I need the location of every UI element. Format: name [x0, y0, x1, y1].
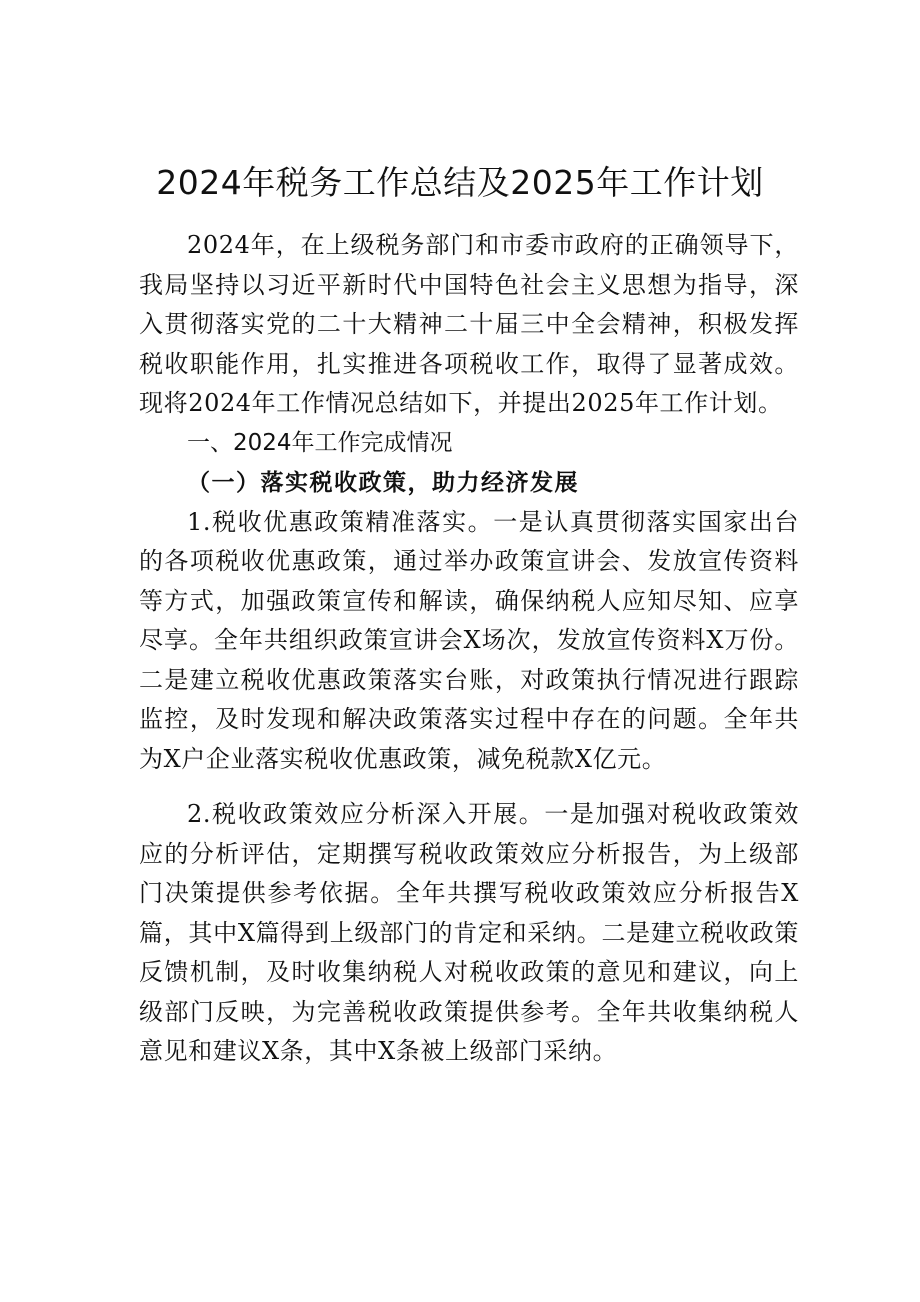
item-1-paragraph: 1.税收优惠政策精准落实。一是认真贯彻落实国家出台的各项税收优惠政策，通过举办政策宣讲会、发放宣传资料等方式，加强政策宣传和解读，确保纳税人应知尽知、应享尽享。全年共组织政策宣讲会X场次，发放宣传资料X万份。二是建立税收优惠政策落实台账，对政策执行情况进行跟踪监控，及时发现和解决政策落实过程中存在的问题。全年共为X户企业落实税收优惠政策，减免税款X亿元。 — [139, 507, 799, 773]
item-2-paragraph: 2.税收政策效应分析深入开展。一是加强对税收政策效应的分析评估，定期撰写税收政策效应分析报告，为上级部门决策提供参考依据。全年共撰写税收政策效应分析报告X篇，其中X篇得到上级部门的肯定和采纳。二是建立税收政策反馈机制，及时收集纳税人对税收政策的意见和建议，向上级部门反映，为完善税收政策提供参考。全年共收集纳税人意见和建议X条，其中X条被上级部门采纳。 — [139, 800, 799, 1065]
document-title: 2024年税务工作总结及2025年工作计划 — [156, 163, 764, 202]
section-heading: 一、2024年工作完成情况 — [187, 429, 453, 456]
paragraph-gap — [139, 779, 799, 795]
intro-paragraph: 2024年，在上级税务部门和市委市政府的正确领导下，我局坚持以习近平新时代中国特色社会主义思想为指导，深入贯彻落实党的二十大精神二十届三中全会精神，积极发挥税收职能作用，扎实推进各项税收工作，取得了显著成效。现将2024年工作情况总结如下，并提出2025年工作计划。 — [139, 231, 799, 417]
document-body — [139, 226, 799, 1072]
subsection-heading: （一）落实税收政策，助力经济发展 — [187, 469, 579, 496]
